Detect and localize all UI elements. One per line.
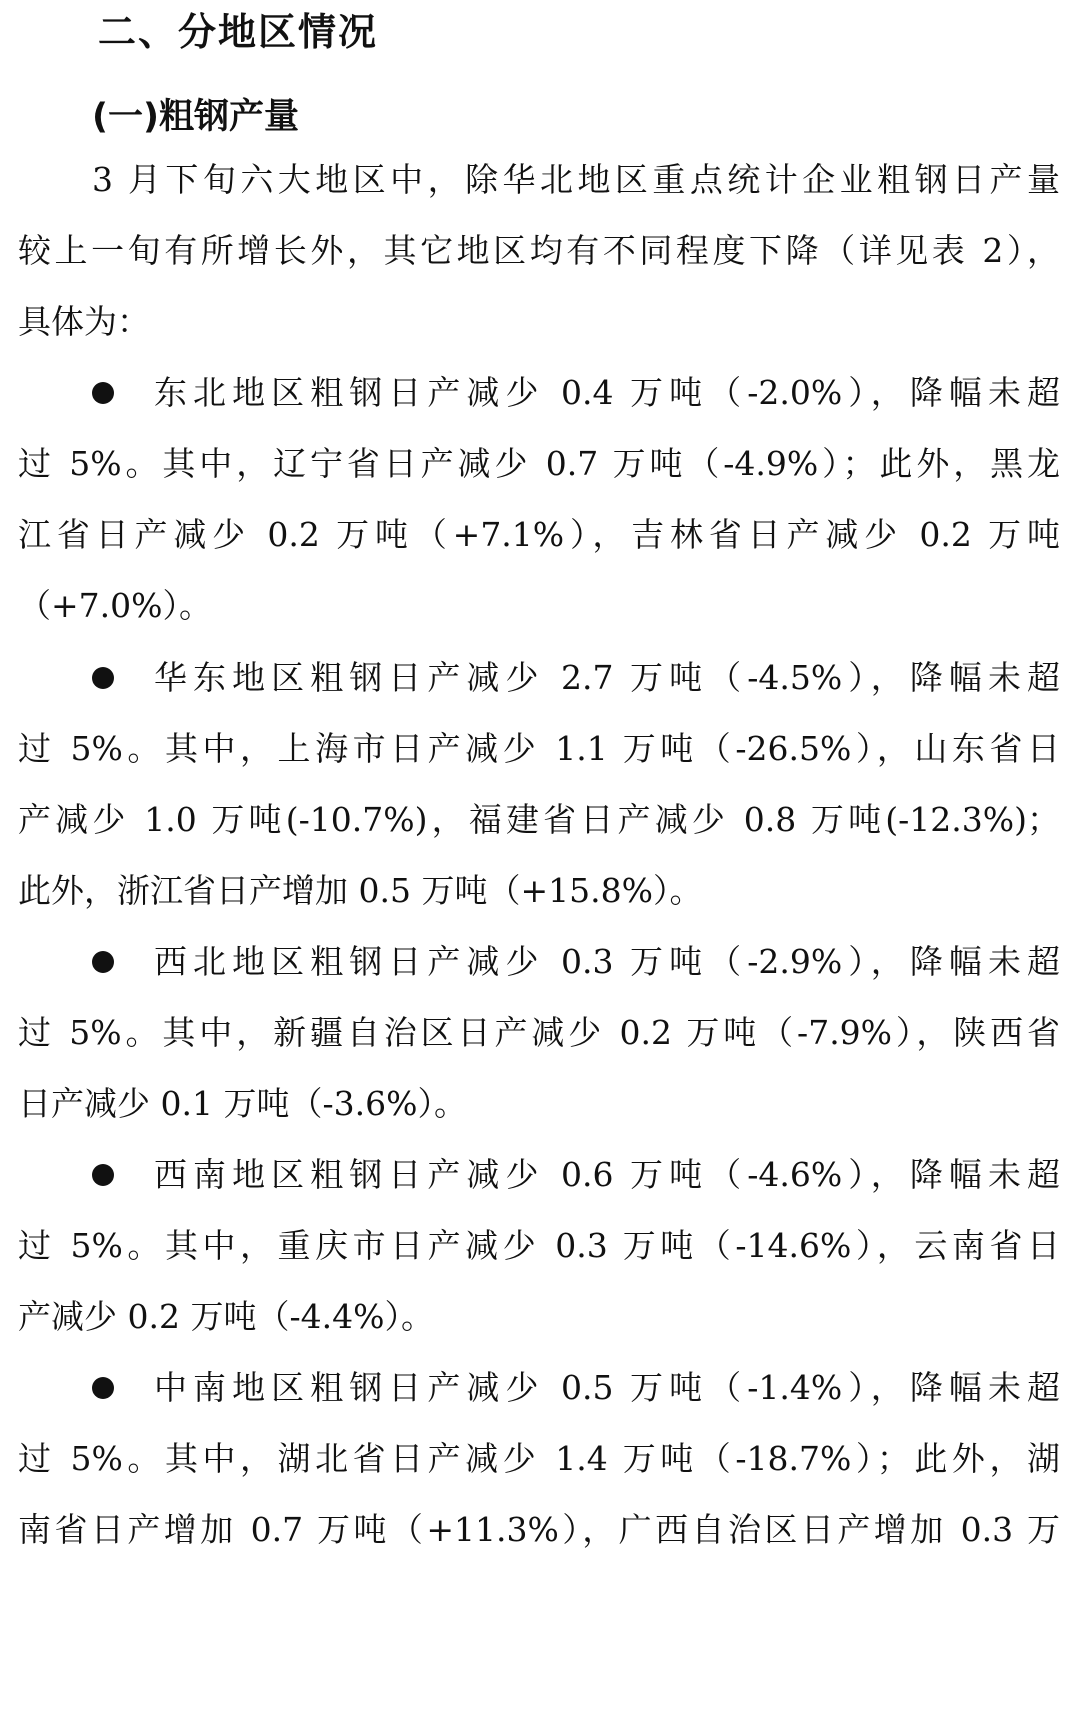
bullet-item-east (92, 650, 1060, 706)
bullet-icon (92, 382, 114, 404)
paragraph-line: 日产减少 0.1 万吨（-3.6%）。 (18, 1084, 467, 1123)
bullet-line: 西北地区粗钢日产减少 0.3 万吨（-2.9%），降幅未超 (154, 942, 1060, 981)
paragraph-line: 此外，浙江省日产增加 0.5 万吨（+15.8%）。 (18, 871, 703, 910)
paragraph-line: 南省日产增加 0.7 万吨（+11.3%），广西自治区日产增加 0.3 万 (18, 1510, 1060, 1549)
bullet-item-central-south (92, 1360, 1060, 1416)
section-heading: 二、分地区情况 (98, 10, 379, 54)
bullet-icon (92, 667, 114, 689)
bullet-item-northwest (92, 934, 1060, 990)
bullet-line: 东北地区粗钢日产减少 0.4 万吨（-2.0%），降幅未超 (154, 373, 1060, 412)
paragraph-line: 过 5%。其中，重庆市日产减少 0.3 万吨（-14.6%），云南省日 (18, 1226, 1060, 1265)
bullet-item-northeast (92, 365, 1060, 421)
bullet-icon (92, 1377, 114, 1399)
paragraph-line: （+7.0%）。 (18, 586, 212, 625)
paragraph-line: 过 5%。其中，湖北省日产减少 1.4 万吨（-18.7%）；此外，湖 (18, 1439, 1060, 1478)
bullet-icon (92, 951, 114, 973)
bullet-item-southwest (92, 1147, 1060, 1203)
paragraph-line: 过 5%。其中，新疆自治区日产减少 0.2 万吨（-7.9%），陕西省 (18, 1013, 1060, 1052)
intro-line: 3 月下旬六大地区中，除华北地区重点统计企业粗钢日产量 (92, 160, 1060, 199)
bullet-line: 中南地区粗钢日产减少 0.5 万吨（-1.4%），降幅未超 (154, 1368, 1060, 1407)
paragraph-line: 江省日产减少 0.2 万吨（+7.1%），吉林省日产减少 0.2 万吨 (18, 515, 1060, 554)
intro-line: 较上一旬有所增长外，其它地区均有不同程度下降（详见表 2）， (18, 231, 1060, 270)
bullet-line: 华东地区粗钢日产减少 2.7 万吨（-4.5%），降幅未超 (154, 658, 1060, 697)
subsection-heading: (一)粗钢产量 (92, 97, 299, 137)
bullet-icon (92, 1164, 114, 1186)
paragraph-line: 过 5%。其中，辽宁省日产减少 0.7 万吨（-4.9%）；此外，黑龙 (18, 444, 1060, 483)
paragraph-line: 产减少 1.0 万吨(-10.7%)，福建省日产减少 0.8 万吨(-12.3%)； (18, 800, 1060, 839)
bullet-line: 西南地区粗钢日产减少 0.6 万吨（-4.6%），降幅未超 (154, 1155, 1060, 1194)
paragraph-line: 产减少 0.2 万吨（-4.4%）。 (18, 1297, 434, 1336)
intro-line: 具体为： (18, 302, 150, 341)
paragraph-line: 过 5%。其中，上海市日产减少 1.1 万吨（-26.5%），山东省日 (18, 729, 1060, 768)
